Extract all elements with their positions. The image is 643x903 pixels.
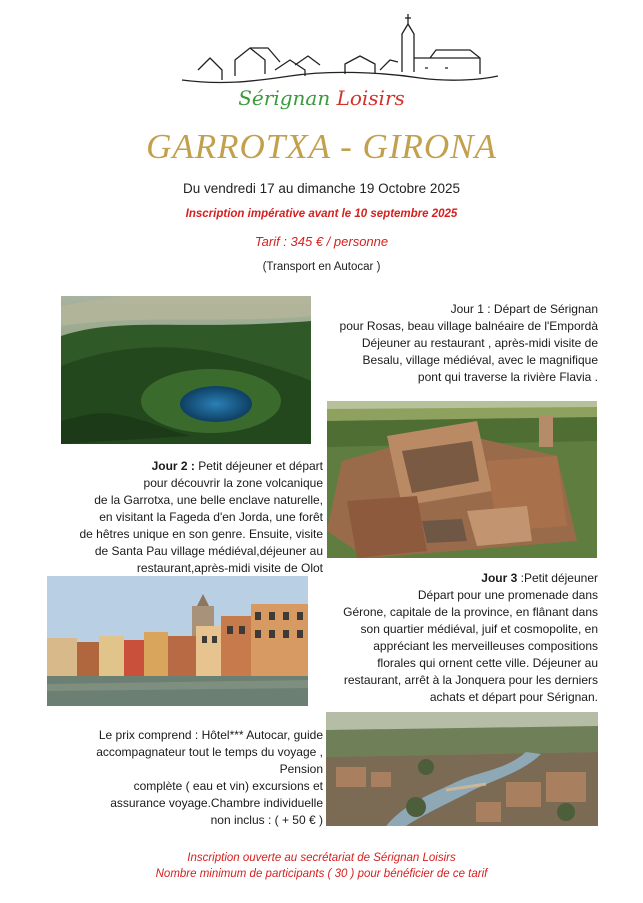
besalu-aerial-photo (326, 712, 598, 826)
includes-line: accompagnateur tout le temps du voyage , Pension (96, 745, 323, 776)
price-includes (60, 727, 323, 829)
day2-description (60, 458, 323, 577)
day3-line: appréciant les merveilleuses compositions (373, 639, 598, 653)
day3-description (316, 570, 598, 706)
logo-word-serignan: Sérignan (238, 86, 331, 110)
day3-line: Gérone, capitale de la province, en flânant dans (343, 605, 598, 619)
logo-word-loisirs: Loisirs (336, 86, 405, 110)
includes-line: assurance voyage.Chambre individuelle (110, 796, 323, 810)
day3-line: florales qui ornent cette ville. Déjeuner au (377, 656, 598, 670)
footer-registration: Inscription ouverte au secrétariat de Sérignan Loisirs (187, 852, 456, 864)
trip-dates: Du vendredi 17 au dimanche 19 Octobre 2025 (183, 181, 460, 196)
day1-description (330, 301, 598, 386)
includes-line: Le prix comprend : Hôtel*** Autocar, guide (98, 728, 323, 742)
serignan-loisirs-logo (0, 86, 643, 110)
day2-line: de Santa Pau village médiéval,déjeuner au (94, 544, 323, 558)
day3-line: achats et départ pour Sérignan. (429, 690, 598, 704)
day1-line: Déjeuner au restaurant , après-midi visite de (361, 336, 598, 350)
day1-line: pont qui traverse la rivière Flavia . (417, 370, 598, 384)
day3-line: restaurant, arrêt à la Jonquera pour les derniers (343, 673, 598, 687)
day2-line: en visitant la Fageda d'en Jorda, une forêt (99, 510, 323, 524)
day1-line: Jour 1 : Départ de Sérignan (450, 302, 598, 316)
day3-line: son quartier médiéval, juif et cosmopolite, en (360, 622, 598, 636)
santa-pau-village-photo (327, 401, 597, 558)
day2-line: pour découvrir la zone volcanique (143, 476, 323, 490)
transport-note: (Transport en Autocar ) (262, 261, 381, 273)
day3-line: Départ pour une promenade dans (417, 588, 598, 602)
footer-minimum-participants: Nombre minimum de participants ( 30 ) pour bénéficier de ce tarif (155, 868, 488, 880)
day3-first-line (316, 570, 598, 587)
day3-first-line-text: :Petit déjeuner (517, 571, 598, 585)
volcanic-crater-photo (61, 296, 311, 444)
day2-line: de la Garrotxa, une belle enclave naturelle, (94, 493, 323, 507)
day1-line: Besalu, village médiéval, avec le magnifique (362, 353, 598, 367)
registration-deadline: Inscription impérative avant le 10 septembre 2025 (185, 208, 458, 220)
day2-first-line (60, 458, 323, 475)
day2-line: de hêtres unique en son genre. Ensuite, visite (79, 527, 323, 541)
girona-river-houses-photo (47, 576, 308, 706)
village-skyline-logo (180, 10, 500, 95)
day2-label: Jour 2 : (151, 459, 195, 473)
day2-first-line-text: Petit déjeuner et départ (194, 459, 323, 473)
includes-line: complète ( eau et vin) excursions et (133, 779, 323, 793)
includes-line: non inclus : ( + 50 € ) (210, 813, 323, 827)
day2-line: restaurant,après-midi visite de Olot (136, 561, 323, 575)
day1-line: pour Rosas, beau village balnéaire de l'Empordà (339, 319, 598, 333)
day3-label: Jour 3 (481, 571, 518, 585)
trip-title: GARROTXA - GIRONA (146, 127, 497, 166)
trip-price: Tarif : 345 € / personne (254, 234, 389, 249)
